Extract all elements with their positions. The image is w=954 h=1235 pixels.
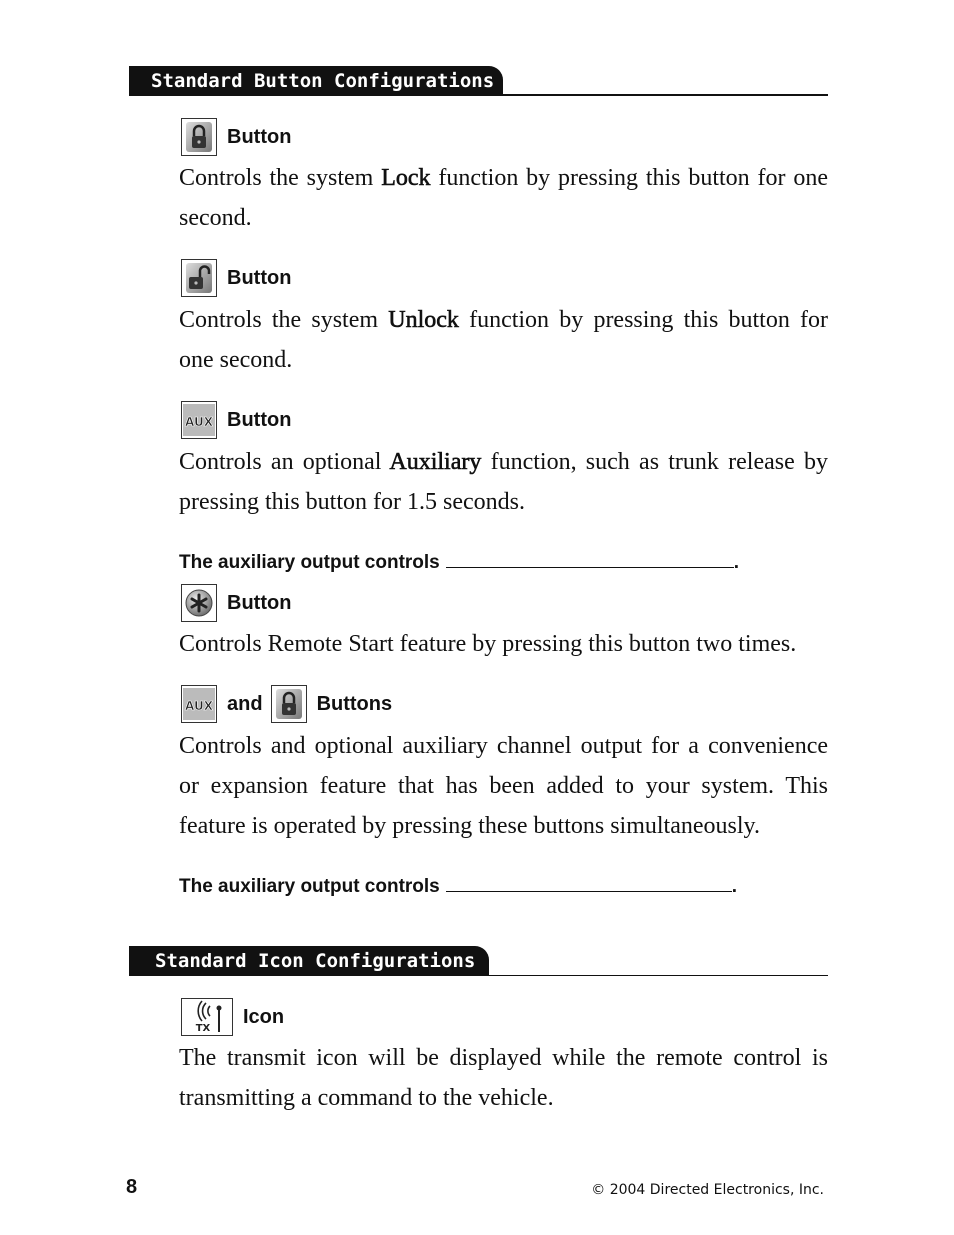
lock-closed-icon xyxy=(271,685,307,723)
fill-in-blank xyxy=(446,565,734,568)
lock-description xyxy=(179,158,828,238)
asterisk-icon xyxy=(181,584,217,622)
keyword-unlock: Unlock xyxy=(388,307,459,333)
aux-icon-text: AUX xyxy=(185,699,213,713)
text: Controls an optional xyxy=(179,449,390,475)
transmit-icon-label: Icon xyxy=(243,1005,285,1028)
text: function by pressing this button for one second. xyxy=(179,165,828,231)
lock-open-icon xyxy=(181,259,217,297)
transmit-icon xyxy=(181,998,233,1036)
remote-start-description: Controls Remote Start feature by pressing this button two times. xyxy=(179,631,797,657)
page-number: 8 xyxy=(126,1176,138,1198)
fill-in-note-2 xyxy=(179,876,737,898)
section-header-buttons xyxy=(129,66,828,96)
copyright: © 2004 Directed Electronics, Inc. xyxy=(591,1182,824,1198)
combo-and-label: and xyxy=(227,692,263,715)
note-text: The auxiliary output controls xyxy=(179,876,440,897)
lock-closed-icon xyxy=(181,118,217,156)
aux-icon-text: AUX xyxy=(185,415,213,429)
section-header-icons xyxy=(129,946,828,976)
aux-button-heading xyxy=(181,400,291,440)
lock-button-heading xyxy=(181,117,291,157)
remote-start-button-label: Button xyxy=(227,591,292,614)
note-text: The auxiliary output controls xyxy=(179,552,440,573)
text: function by pressing this button for one second. xyxy=(179,307,828,373)
combo-description: Controls and optional auxiliary channel output for a convenience or expansion feature that has been added to your system. This feature is operated by pressing these buttons simultaneously. xyxy=(179,733,828,839)
transmit-icon-text: TX xyxy=(195,1023,211,1034)
combo-buttons-heading xyxy=(181,684,392,724)
aux-description xyxy=(179,442,828,522)
section-rule xyxy=(129,975,828,976)
section-title: Standard Button Configurations xyxy=(129,66,503,96)
aux-icon xyxy=(181,685,217,723)
section-title: Standard Icon Configurations xyxy=(129,946,489,976)
combo-buttons-label: Buttons xyxy=(316,692,393,715)
fill-in-note-1 xyxy=(179,552,739,574)
text: function, such as trunk release by pressing this button for 1.5 seconds. xyxy=(179,449,828,515)
keyword-lock: Lock xyxy=(381,165,431,191)
keyword-auxiliary: Auxiliary xyxy=(389,449,482,475)
aux-icon xyxy=(181,401,217,439)
note-period: . xyxy=(733,552,740,573)
remote-start-button-heading xyxy=(181,583,291,623)
section-rule xyxy=(129,94,828,96)
aux-button-label: Button xyxy=(227,408,292,431)
note-period: . xyxy=(731,876,738,897)
lock-button-label: Button xyxy=(227,125,292,148)
unlock-button-heading xyxy=(181,258,291,298)
text: Controls the system xyxy=(179,307,389,333)
transmit-description: The transmit icon will be displayed while the remote control is transmitting a command to the vehicle. xyxy=(179,1045,828,1111)
transmit-icon-heading xyxy=(181,997,284,1037)
unlock-description xyxy=(179,300,828,380)
fill-in-blank xyxy=(446,889,732,892)
text: Controls the system xyxy=(179,165,382,191)
unlock-button-label: Button xyxy=(227,266,292,289)
